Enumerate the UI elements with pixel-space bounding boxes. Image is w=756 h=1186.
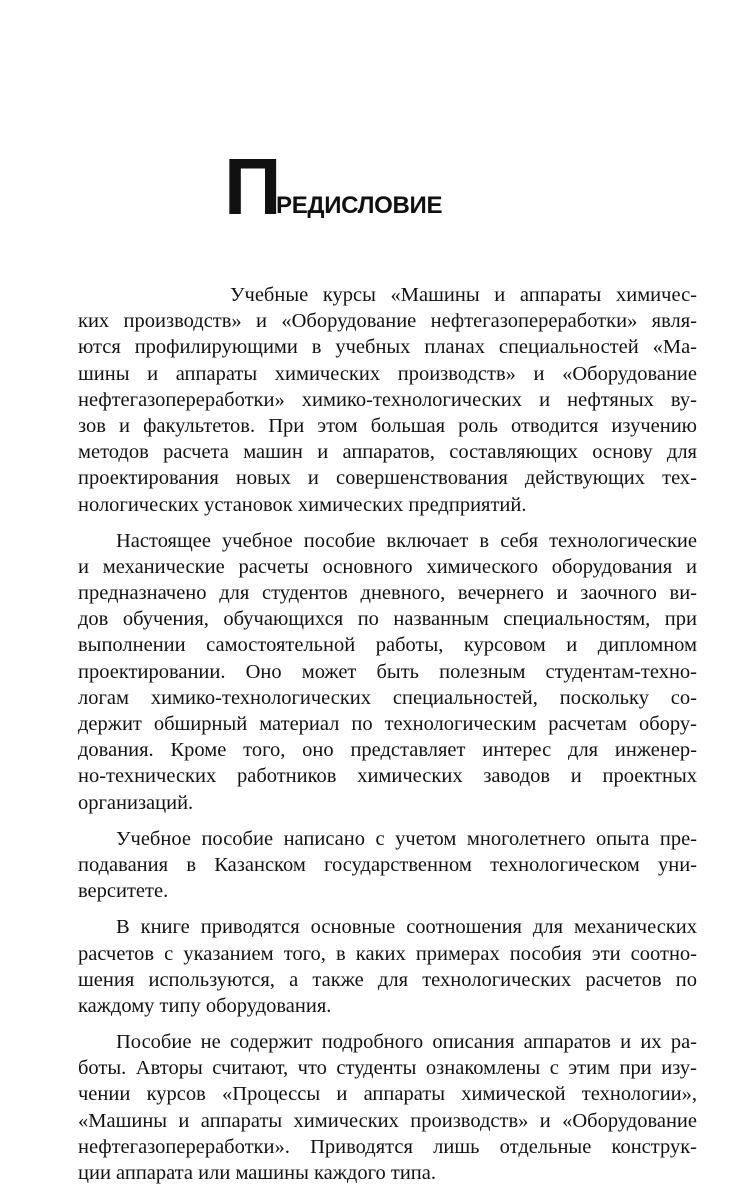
text-line: шины и аппараты химических производств» и «Оборудование [78,362,697,385]
text-line: чении курсов «Процессы и аппараты химической технологии», [78,1083,697,1106]
text-line: предназначено для студентов дневного, вечернего и заочного ви- [78,582,697,605]
paragraph-4 [78,914,697,1019]
paragraph-5 [78,1029,697,1186]
text-line: Учебные курсы «Машины и аппараты химичес- [230,284,697,306]
text-line: расчетов с указанием того, в каких примерах пособия эти соотно- [78,942,697,965]
text-line: дования. Кроме того, оно представляет интерес для инженер- [78,739,697,762]
text-line: Учебное пособие написано с учетом многолетнего опыта пре- [116,827,697,850]
text-line: ются профилирующими в учебных планах специальностей «Ма- [78,336,697,359]
text-line: зов и факультетов. При этом большая роль отводится изучению [78,414,697,437]
text-line: нологических установок химических предприятий. [78,493,527,516]
text-line: методов расчета машин и аппаратов, составляющих основу для [78,441,697,464]
text-line: но-технических работников химических заводов и проектных [78,765,697,788]
text-line: дов обучения, обучающихся по названным специальностям, при [78,608,697,631]
text-line: Настоящее учебное пособие включает в себя технологические [116,529,697,552]
text-line: В книге приводятся основные соотношения для механических [116,916,697,939]
text-line: проектирования новых и совершенствования действующих тех- [78,467,697,490]
text-line: «Машины и аппараты химических производств» и «Оборудование [78,1109,697,1132]
body-text [78,282,697,1186]
text-line: нефтегазопереработки» химико-технологических и нефтяных ву- [78,388,697,411]
text-line: верситете. [78,880,169,903]
text-line: организаций. [78,791,194,814]
text-line: держит обширный материал по технологическим расчетам обору- [78,713,697,735]
paragraph-3 [78,826,697,905]
text-line: боты. Авторы считают, что студенты ознакомлены с этим при изу- [78,1057,697,1080]
text-line: шения используются, а также для технологических расчетов по [78,968,697,991]
paragraph-2 [78,528,697,816]
text-line: подавания в Казанском государственном технологическом уни- [78,853,697,876]
text-line: и механические расчеты основного химического оборудования и [78,555,697,578]
text-line: ких производств» и «Оборудование нефтегазопереработки» явля- [78,310,697,333]
text-line: выполнении самостоятельной работы, курсовом и дипломном [78,634,697,657]
title-initial: П [224,142,282,231]
paragraph-1 [78,282,697,518]
title-rest: РЕДИСЛОВИЕ [276,192,443,219]
text-line: каждому типу оборудования. [78,994,332,1017]
text-line: проектировании. Оно может быть полезным студентам-техно- [78,660,697,683]
text-line: ции аппарата или машины каждого типа. [78,1162,436,1184]
text-line: логам химико-технологических специальностей, поскольку со- [78,686,697,709]
text-line: нефтегазопереработки». Приводятся лишь отдельные конструк- [78,1135,697,1158]
text-line: Пособие не содержит подробного описания аппаратов и их ра- [116,1031,697,1054]
